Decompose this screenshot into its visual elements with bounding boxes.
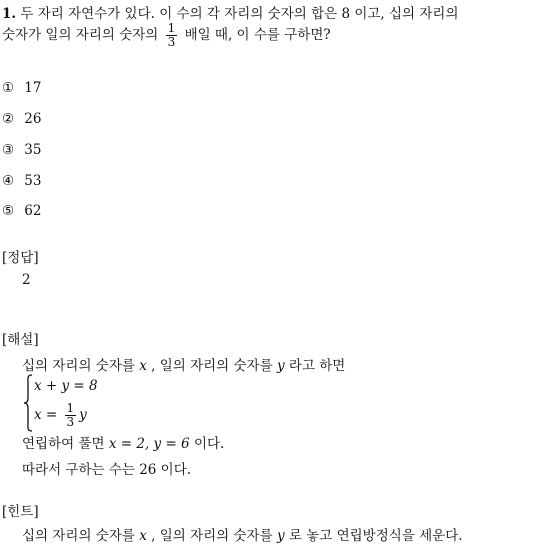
hint-line [22, 524, 463, 544]
choice-text: 26 [24, 111, 42, 127]
hint-text: 십의 자리의 숫자를 [22, 528, 135, 544]
question-number: 1. [2, 6, 17, 22]
math-var-x: x [139, 528, 147, 544]
equation-2-lhs: x = [34, 407, 58, 423]
choice-text: 35 [24, 142, 42, 158]
question-text-2a: 숫자가 일의 자리의 숫자의 [2, 27, 159, 43]
question-line-2 [2, 22, 331, 49]
fraction-denominator: 3 [167, 35, 176, 49]
equation-brace [23, 374, 33, 432]
answer-label: [정답] [2, 250, 39, 266]
question-text-2b: 배일 때, 이 수를 구하면? [184, 27, 331, 43]
hint-text: 로 놓고 연립방정식을 세운다. [288, 528, 463, 544]
solution-line-1 [22, 354, 345, 374]
choice-4[interactable] [2, 173, 41, 189]
question-text-1: 두 자리 자연수가 있다. 이 수의 각 자리의 숫자의 합은 8 이고, 십의 자리의 [20, 6, 459, 22]
math-var-x: x [139, 358, 147, 374]
solution-text: 이다. [193, 436, 225, 452]
choice-mark: ③ [2, 142, 15, 158]
choice-mark: ⑤ [2, 203, 15, 219]
choice-mark: ④ [2, 173, 15, 189]
solution-text: 연립하여 풀면 [22, 436, 105, 452]
choice-text: 53 [24, 173, 42, 189]
question-fraction [166, 22, 178, 49]
choice-mark: ② [2, 111, 15, 127]
fraction-numerator: 1 [66, 401, 75, 415]
choice-mark: ① [2, 80, 15, 96]
choice-text: 17 [24, 80, 42, 96]
solution-line-5: 따라서 구하는 수는 26 이다. [22, 462, 192, 478]
solution-text: , 일의 자리의 숫자를 [151, 358, 273, 374]
math-var-y: y [276, 528, 285, 544]
equation-2 [34, 402, 87, 429]
choice-1[interactable] [2, 80, 41, 96]
equation-2-rhs: y [79, 407, 87, 423]
question-line-1 [2, 2, 459, 22]
choice-5[interactable] [2, 203, 41, 219]
equation-1: x + y = 8 [34, 378, 98, 394]
hint-text: , 일의 자리의 숫자를 [151, 528, 273, 544]
choice-text: 62 [24, 203, 42, 219]
solution-text: 십의 자리의 숫자를 [22, 358, 135, 374]
solution-text: 라고 하면 [288, 358, 346, 374]
math-var-y: y [276, 358, 285, 374]
choice-2[interactable] [2, 111, 41, 127]
choice-3[interactable] [2, 142, 41, 158]
solution-label: [해설] [2, 332, 39, 348]
hint-label: [힌트] [2, 504, 39, 520]
fraction-numerator: 1 [167, 21, 176, 35]
solution-math: x = 2, y = 6 [108, 436, 190, 452]
equation-2-fraction [65, 402, 77, 429]
answer-value: 2 [22, 272, 31, 288]
fraction-denominator: 3 [66, 415, 75, 429]
solution-line-4 [22, 432, 224, 452]
